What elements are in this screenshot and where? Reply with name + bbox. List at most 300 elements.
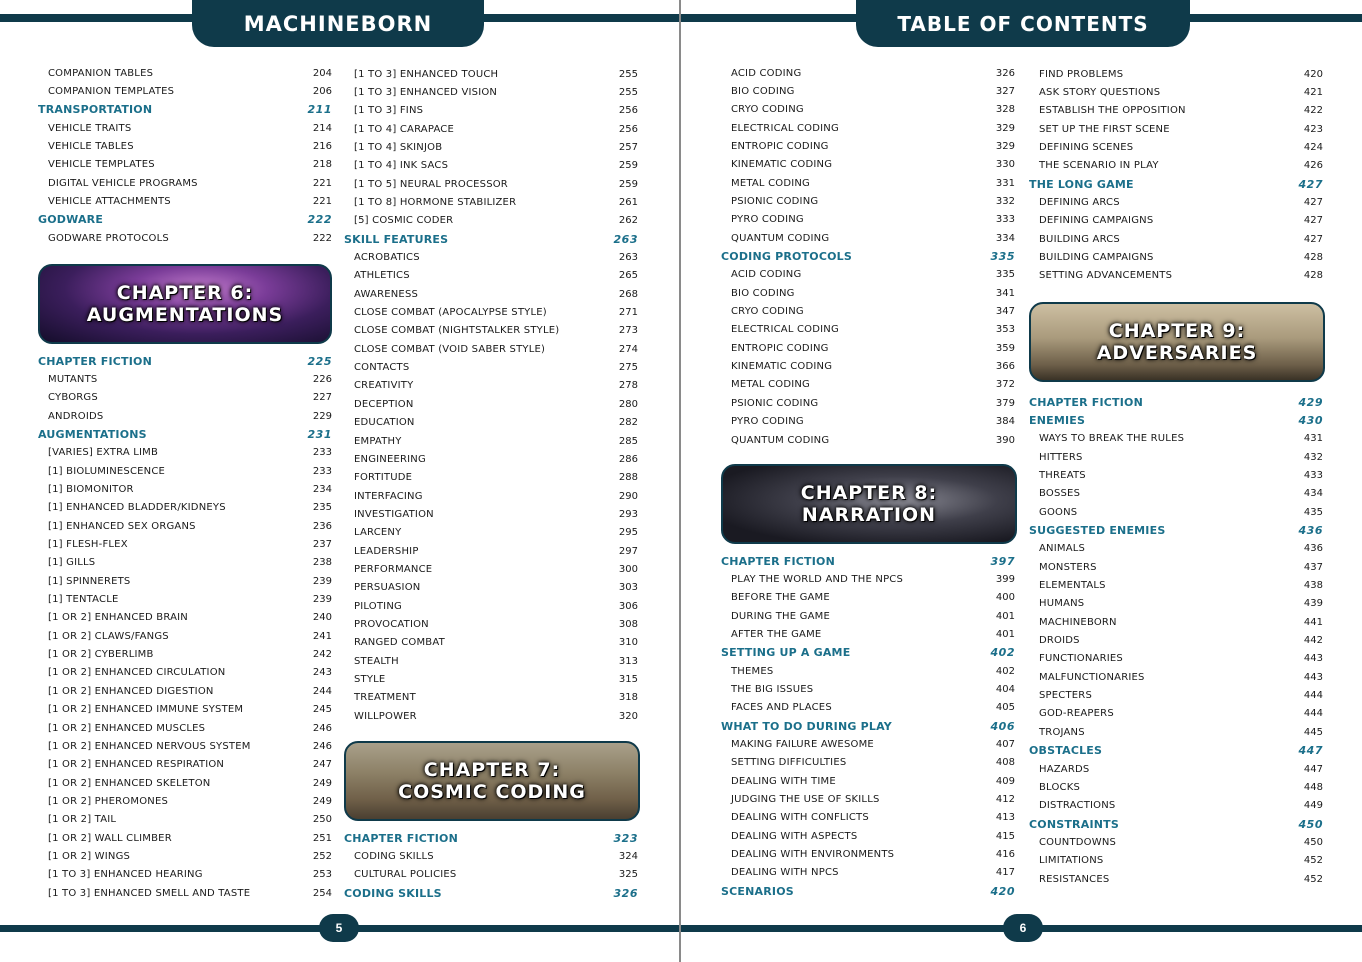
- toc-entry[interactable]: [344, 414, 638, 432]
- toc-entry-page: 347: [995, 306, 1015, 318]
- toc-section-heading[interactable]: [344, 829, 638, 847]
- toc-entry[interactable]: [344, 120, 638, 138]
- toc-entry[interactable]: [721, 754, 1015, 772]
- toc-entry[interactable]: [38, 866, 332, 884]
- toc-entry[interactable]: [721, 211, 1015, 229]
- toc-entry-title: SET UP THE FIRST SCENE: [1039, 123, 1170, 135]
- toc-entry[interactable]: [344, 377, 638, 395]
- toc-entry-page: 428: [1303, 252, 1323, 263]
- toc-entry[interactable]: [344, 634, 638, 652]
- toc-entry-title: THE SCENARIO IN PLAY: [1039, 160, 1159, 172]
- toc-entry-title: [1] FLESH-FLEX: [48, 539, 128, 550]
- toc-entry[interactable]: [721, 791, 1015, 809]
- toc-entry-page: 318: [618, 692, 638, 704]
- toc-entry-page: 372: [995, 379, 1015, 391]
- toc-entry[interactable]: [344, 340, 638, 358]
- toc-section-heading[interactable]: [1029, 742, 1323, 760]
- toc-entry-title: BOSSES: [1039, 488, 1081, 500]
- toc-entry-page: 233: [312, 447, 332, 459]
- toc-entry-title: PLAY THE WORLD AND THE NPCS: [731, 573, 904, 585]
- toc-entry[interactable]: [38, 229, 332, 247]
- toc-entry[interactable]: [38, 554, 332, 572]
- toc-entry-page: 331: [995, 177, 1015, 189]
- toc-entry[interactable]: [1029, 503, 1323, 521]
- toc-entry[interactable]: [344, 65, 638, 83]
- toc-section-heading[interactable]: [1029, 411, 1323, 429]
- toc-entry-title: VEHICLE ATTACHMENTS: [48, 195, 171, 207]
- toc-entry-title: DEALING WITH NPCS: [731, 867, 839, 879]
- toc-entry[interactable]: [344, 579, 638, 597]
- toc-entry-title: GODWARE: [38, 213, 104, 227]
- toc-entry-title: LARCENY: [354, 527, 402, 539]
- toc-entry[interactable]: [721, 772, 1015, 790]
- toc-entry[interactable]: [1029, 797, 1323, 815]
- toc-entry-title: JUDGING THE USE OF SKILLS: [731, 794, 880, 806]
- toc-entry-page: 423: [1303, 123, 1323, 135]
- toc-entry-title: CONSTRAINTS: [1029, 817, 1119, 831]
- toc-entry[interactable]: [721, 607, 1015, 625]
- toc-entry[interactable]: [344, 322, 638, 340]
- toc-entry[interactable]: [38, 462, 332, 480]
- toc-entry[interactable]: [344, 524, 638, 542]
- toc-entry-title: [1 TO 8] HORMONE STABILIZER: [354, 196, 517, 208]
- toc-entry-page: 229: [312, 410, 332, 422]
- chapter-8-name: NARRATION: [801, 504, 937, 526]
- toc-entry[interactable]: [344, 83, 638, 101]
- toc-entry-page: 326: [613, 886, 638, 900]
- toc-entry[interactable]: [1029, 778, 1323, 796]
- toc-entry-page: 259: [618, 160, 638, 172]
- toc-entry[interactable]: [1029, 577, 1323, 595]
- toc-entry-title: [1 TO 3] ENHANCED SMELL AND TASTE: [48, 887, 251, 899]
- toc-entry[interactable]: [344, 102, 638, 120]
- toc-entry[interactable]: [38, 536, 332, 554]
- toc-entry[interactable]: [38, 792, 332, 810]
- toc-entry-title: [1] ENHANCED SEX ORGANS: [48, 520, 196, 532]
- toc-entry-page: 323: [613, 831, 638, 845]
- toc-entry-page: 341: [995, 287, 1015, 299]
- toc-entry[interactable]: [38, 407, 332, 425]
- toc-entry[interactable]: [38, 609, 332, 627]
- toc-entry-page: 236: [312, 520, 332, 532]
- toc-entry-page: 246: [312, 740, 332, 752]
- toc-entry[interactable]: [1029, 65, 1323, 83]
- toc-entry[interactable]: [1029, 102, 1323, 120]
- toc-entry-title: SPECTERS: [1039, 690, 1093, 702]
- toc-entry[interactable]: [38, 174, 332, 192]
- toc-entry-title: CODING SKILLS: [354, 850, 434, 862]
- toc-entry[interactable]: [721, 662, 1015, 680]
- toc-entry-page: 428: [1303, 270, 1323, 282]
- toc-entry[interactable]: [38, 517, 332, 535]
- toc-entry[interactable]: [1029, 485, 1323, 503]
- toc-entry[interactable]: [344, 157, 638, 175]
- toc-entry[interactable]: [721, 284, 1015, 302]
- toc-entry-page: 427: [1303, 215, 1323, 227]
- toc-entry[interactable]: [721, 266, 1015, 284]
- toc-entry-page: 240: [312, 612, 332, 624]
- toc-entry[interactable]: [721, 699, 1015, 717]
- book-title-tab: MACHINEBORN: [192, 0, 484, 47]
- toc-entry-page: 327: [995, 85, 1015, 97]
- toc-entry[interactable]: [1029, 687, 1323, 705]
- toc-entry[interactable]: [38, 444, 332, 462]
- toc-entry[interactable]: [721, 736, 1015, 754]
- toc-section-heading[interactable]: [38, 211, 332, 229]
- toc-entry-page: 249: [312, 795, 332, 807]
- toc-entry[interactable]: [1029, 249, 1323, 267]
- toc-entry-page: 417: [995, 867, 1015, 879]
- toc-entry-page: 262: [618, 215, 638, 227]
- toc-entry-page: 353: [995, 324, 1015, 336]
- toc-entry-page: 439: [1303, 598, 1323, 610]
- toc-entry[interactable]: [721, 192, 1015, 210]
- toc-entry[interactable]: [38, 572, 332, 590]
- toc-entry[interactable]: [1029, 723, 1323, 741]
- toc-entry[interactable]: [721, 229, 1015, 247]
- toc-entry[interactable]: [38, 627, 332, 645]
- toc-entry[interactable]: [1029, 613, 1323, 631]
- toc-entry[interactable]: [344, 542, 638, 560]
- toc-entry-title: [1 OR 2] TAIL: [48, 814, 117, 826]
- toc-entry-page: 431: [1303, 433, 1323, 445]
- toc-entry[interactable]: [344, 212, 638, 230]
- toc-entry-page: 436: [1303, 543, 1323, 555]
- toc-entry[interactable]: [344, 847, 638, 865]
- toc-entry[interactable]: [1029, 430, 1323, 448]
- toc-entry[interactable]: [344, 193, 638, 211]
- toc-entry[interactable]: [38, 480, 332, 498]
- toc-entry-title: CHAPTER FICTION: [38, 354, 153, 368]
- toc-entry-title: DISTRACTIONS: [1039, 800, 1116, 812]
- toc-entry-title: RESISTANCES: [1039, 873, 1110, 885]
- toc-entry-page: 401: [995, 628, 1015, 640]
- toc-entry[interactable]: [344, 616, 638, 634]
- toc-entry-page: 306: [618, 600, 638, 612]
- toc-entry[interactable]: [344, 652, 638, 670]
- toc-entry[interactable]: [721, 827, 1015, 845]
- toc-entry[interactable]: [38, 499, 332, 517]
- toc-entry[interactable]: [721, 303, 1015, 321]
- toc-entry[interactable]: [721, 119, 1015, 137]
- toc-entry[interactable]: [38, 884, 332, 902]
- toc-entry[interactable]: [38, 719, 332, 737]
- toc-entry[interactable]: [344, 432, 638, 450]
- toc-section-heading[interactable]: [38, 425, 332, 443]
- toc-entry-page: 413: [995, 812, 1015, 824]
- toc-entry-title: [1] SPINNERETS: [48, 575, 131, 587]
- toc-entry[interactable]: [344, 395, 638, 413]
- toc-entry[interactable]: [344, 304, 638, 322]
- toc-entry-title: [1 OR 2] CYBERLIMB: [48, 649, 154, 661]
- toc-entry-page: 334: [995, 232, 1015, 244]
- toc-entry[interactable]: [1029, 852, 1323, 870]
- toc-entry-title: QUANTUM CODING: [731, 434, 830, 446]
- toc-entry-title: ANDROIDS: [48, 410, 104, 422]
- toc-section-heading[interactable]: [1029, 521, 1323, 539]
- toc-section-heading[interactable]: [38, 101, 332, 119]
- toc-section-heading[interactable]: [721, 248, 1015, 266]
- toc-entry[interactable]: [38, 192, 332, 210]
- chapter-8-number: CHAPTER 8:: [800, 482, 938, 504]
- chapter-7-title: [398, 759, 586, 803]
- toc-entry[interactable]: [721, 431, 1015, 449]
- toc-entry-title: AUGMENTATIONS: [38, 427, 147, 441]
- toc-entry-title: FUNCTIONARIES: [1039, 653, 1123, 665]
- toc-entry-title: DROIDS: [1039, 635, 1080, 647]
- toc-entry[interactable]: [38, 829, 332, 847]
- chapter-6-title: [87, 282, 283, 326]
- toc-entry-page: 288: [618, 472, 638, 484]
- toc-entry-title: FORTITUDE: [354, 472, 413, 484]
- toc-entry[interactable]: [1029, 595, 1323, 613]
- toc-entry-page: 324: [618, 850, 638, 862]
- toc-entry[interactable]: [1029, 705, 1323, 723]
- toc-entry[interactable]: [721, 589, 1015, 607]
- toc-section-heading[interactable]: [721, 717, 1015, 735]
- right-page-number: 6: [1003, 914, 1043, 942]
- toc-entry-page: 400: [995, 592, 1015, 604]
- toc-entry-page: 280: [618, 398, 638, 410]
- toc-entry-title: THEMES: [731, 665, 774, 677]
- toc-entry-title: ENEMIES: [1029, 413, 1086, 427]
- toc-entry-title: OBSTACLES: [1029, 744, 1103, 758]
- toc-entry[interactable]: [721, 809, 1015, 827]
- toc-entry[interactable]: [721, 846, 1015, 864]
- toc-entry-title: DEFINING ARCS: [1039, 196, 1120, 208]
- toc-entry[interactable]: [1029, 120, 1323, 138]
- chapter-9-name: ADVERSARIES: [1096, 342, 1258, 364]
- toc-entry-title: BIO CODING: [731, 85, 795, 97]
- toc-entry[interactable]: [1029, 448, 1323, 466]
- toc-entry-title: PROVOCATION: [354, 619, 429, 630]
- toc-entry-page: 449: [1303, 800, 1323, 812]
- toc-entry-page: 406: [990, 719, 1015, 733]
- toc-entry-page: 282: [618, 417, 638, 429]
- toc-entry-title: MONSTERS: [1039, 561, 1097, 573]
- toc-entry[interactable]: [38, 591, 332, 609]
- toc-entry[interactable]: [721, 339, 1015, 357]
- toc-entry-page: 233: [312, 465, 332, 477]
- toc-entry[interactable]: [344, 175, 638, 193]
- toc-entry[interactable]: [721, 64, 1015, 82]
- toc-entry-page: 427: [1303, 196, 1323, 208]
- toc-entry-page: 329: [995, 122, 1015, 134]
- toc-entry[interactable]: [1029, 558, 1323, 576]
- toc-entry-title: CULTURAL POLICIES: [354, 869, 457, 881]
- toc-entry-page: 275: [618, 362, 638, 374]
- toc-entry[interactable]: [721, 394, 1015, 412]
- toc-entry-page: 286: [618, 453, 638, 465]
- toc-entry-page: 447: [1303, 763, 1323, 775]
- toc-entry-title: EDUCATION: [354, 417, 415, 429]
- toc-entry-page: 435: [1303, 506, 1323, 518]
- toc-entry[interactable]: [721, 570, 1015, 588]
- toc-entry-page: 405: [995, 702, 1015, 714]
- toc-section-heading[interactable]: [344, 884, 638, 902]
- toc-entry[interactable]: [1029, 466, 1323, 484]
- toc-entry-page: 308: [618, 619, 638, 630]
- chapter-7-banner: [344, 741, 640, 821]
- toc-entry[interactable]: [38, 847, 332, 865]
- toc-entry-page: 231: [307, 427, 332, 441]
- toc-entry[interactable]: [344, 707, 638, 725]
- toc-entry[interactable]: [38, 737, 332, 755]
- toc-entry[interactable]: [344, 359, 638, 377]
- toc-entry-title: [1] TENTACLE: [48, 594, 119, 606]
- toc-entry[interactable]: [344, 866, 638, 884]
- toc-entry-title: [1 OR 2] ENHANCED CIRCULATION: [48, 667, 226, 679]
- toc-entry-page: 429: [1298, 395, 1323, 409]
- toc-entry[interactable]: [1029, 83, 1323, 101]
- toc-entry-page: 263: [618, 252, 638, 263]
- toc-entry[interactable]: [721, 680, 1015, 698]
- toc-entry[interactable]: [344, 560, 638, 578]
- toc-section-heading[interactable]: [721, 552, 1015, 570]
- toc-entry-page: 415: [995, 830, 1015, 842]
- toc-entry-title: SETTING ADVANCEMENTS: [1039, 270, 1173, 282]
- toc-entry-page: 238: [312, 557, 332, 569]
- toc-entry-page: 239: [312, 594, 332, 606]
- toc-entry-title: THREATS: [1039, 469, 1086, 481]
- toc-entry-page: 443: [1303, 671, 1323, 683]
- toc-entry[interactable]: [721, 625, 1015, 643]
- toc-entry[interactable]: [38, 82, 332, 100]
- toc-entry-title: AFTER THE GAME: [731, 628, 822, 640]
- toc-section-heading[interactable]: [1029, 815, 1323, 833]
- toc-entry-page: 399: [995, 573, 1015, 585]
- toc-entry-page: 263: [613, 232, 638, 246]
- toc-entry-page: 448: [1303, 781, 1323, 793]
- toc-entry[interactable]: [1029, 760, 1323, 778]
- toc-entry-page: 409: [995, 775, 1015, 787]
- toc-entry[interactable]: [38, 156, 332, 174]
- toc-entry[interactable]: [721, 82, 1015, 100]
- toc-entry[interactable]: [38, 389, 332, 407]
- toc-entry[interactable]: [38, 756, 332, 774]
- toc-entry[interactable]: [721, 376, 1015, 394]
- toc-entry[interactable]: [721, 137, 1015, 155]
- toc-entry-page: 427: [1298, 177, 1323, 191]
- toc-entry[interactable]: [38, 811, 332, 829]
- toc-entry-page: 443: [1303, 653, 1323, 665]
- toc-entry[interactable]: [1029, 833, 1323, 851]
- toc-entry-page: 422: [1303, 105, 1323, 117]
- toc-entry[interactable]: [1029, 267, 1323, 285]
- toc-entry-page: 329: [995, 140, 1015, 152]
- toc-entry-title: SETTING UP A GAME: [721, 646, 851, 660]
- toc-entry[interactable]: [721, 358, 1015, 376]
- toc-entry[interactable]: [721, 864, 1015, 882]
- toc-entry-page: 335: [995, 269, 1015, 281]
- toc-entry-page: 450: [1303, 836, 1323, 848]
- toc-entry-title: [1 OR 2] ENHANCED MUSCLES: [48, 722, 206, 734]
- toc-entry[interactable]: [721, 156, 1015, 174]
- toc-entry-title: ATHLETICS: [354, 270, 410, 282]
- toc-entry[interactable]: [344, 671, 638, 689]
- toc-entry[interactable]: [344, 267, 638, 285]
- toc-entry-title: DEALING WITH ENVIRONMENTS: [731, 849, 895, 861]
- toc-section-heading[interactable]: [1029, 175, 1323, 193]
- toc-entry[interactable]: [721, 413, 1015, 431]
- toc-entry[interactable]: [344, 689, 638, 707]
- toc-entry[interactable]: [38, 774, 332, 792]
- toc-entry-title: TROJANS: [1039, 726, 1085, 738]
- toc-entry-page: 211: [307, 103, 332, 117]
- toc-entry-title: CLOSE COMBAT (APOCALYPSE STYLE): [354, 307, 547, 319]
- toc-entry[interactable]: [1029, 540, 1323, 558]
- toc-entry-title: CONTACTS: [354, 362, 410, 374]
- toc-entry[interactable]: [38, 137, 332, 155]
- toc-entry-title: PYRO CODING: [731, 416, 804, 428]
- toc-entry[interactable]: [1029, 650, 1323, 668]
- toc-entry-page: 442: [1303, 635, 1323, 647]
- toc-entry-title: ACROBATICS: [354, 252, 420, 263]
- toc-entry-page: 245: [312, 704, 332, 716]
- toc-entry-title: KINEMATIC CODING: [731, 361, 833, 373]
- toc-entry[interactable]: [38, 119, 332, 137]
- toc-entry-title: CODING PROTOCOLS: [721, 250, 853, 263]
- toc-entry[interactable]: [721, 174, 1015, 192]
- toc-section-heading[interactable]: [38, 352, 332, 370]
- toc-entry[interactable]: [1029, 212, 1323, 230]
- toc-entry[interactable]: [1029, 230, 1323, 248]
- toc-entry[interactable]: [344, 138, 638, 156]
- toc-entry[interactable]: [1029, 668, 1323, 686]
- toc-section-heading[interactable]: [1029, 393, 1323, 411]
- toc-entry[interactable]: [38, 646, 332, 664]
- toc-section-heading[interactable]: [721, 882, 1015, 900]
- toc-entry-page: 235: [312, 502, 332, 514]
- toc-entry-title: [5] COSMIC CODER: [354, 215, 454, 227]
- toc-entry[interactable]: [38, 701, 332, 719]
- toc-entry-page: 359: [995, 342, 1015, 354]
- toc-entry[interactable]: [38, 682, 332, 700]
- toc-entry-page: 204: [312, 67, 332, 79]
- toc-entry[interactable]: [344, 597, 638, 615]
- toc-entry[interactable]: [38, 64, 332, 82]
- toc-section-heading[interactable]: [721, 644, 1015, 662]
- toc-entry[interactable]: [721, 321, 1015, 339]
- toc-entry[interactable]: [1029, 632, 1323, 650]
- toc-entry[interactable]: [1029, 870, 1323, 888]
- toc-entry-title: DEFINING SCENES: [1039, 141, 1134, 153]
- toc-section-heading[interactable]: [344, 230, 638, 248]
- toc-entry[interactable]: [344, 249, 638, 267]
- toc-entry-title: ANIMALS: [1039, 543, 1086, 555]
- toc-entry-page: 444: [1303, 690, 1323, 702]
- toc-entry[interactable]: [1029, 138, 1323, 156]
- toc-entry[interactable]: [38, 370, 332, 388]
- toc-entry-title: SETTING DIFFICULTIES: [731, 757, 847, 769]
- toc-entry-title: [1 OR 2] ENHANCED NERVOUS SYSTEM: [48, 740, 251, 752]
- toc-entry-title: [1 OR 2] WALL CLIMBER: [48, 832, 172, 844]
- toc-entry[interactable]: [344, 285, 638, 303]
- toc-entry[interactable]: [38, 664, 332, 682]
- toc-entry[interactable]: [1029, 193, 1323, 211]
- toc-entry[interactable]: [344, 505, 638, 523]
- toc-entry[interactable]: [721, 101, 1015, 119]
- toc-entry-page: 402: [995, 665, 1015, 677]
- toc-entry-page: 402: [990, 646, 1015, 660]
- toc-entry[interactable]: [344, 450, 638, 468]
- toc-entry-page: 320: [618, 710, 638, 722]
- toc-entry[interactable]: [1029, 157, 1323, 175]
- toc-entry[interactable]: [344, 469, 638, 487]
- toc-entry[interactable]: [344, 487, 638, 505]
- toc-entry-page: 290: [618, 490, 638, 502]
- toc-entry-page: 434: [1303, 488, 1323, 500]
